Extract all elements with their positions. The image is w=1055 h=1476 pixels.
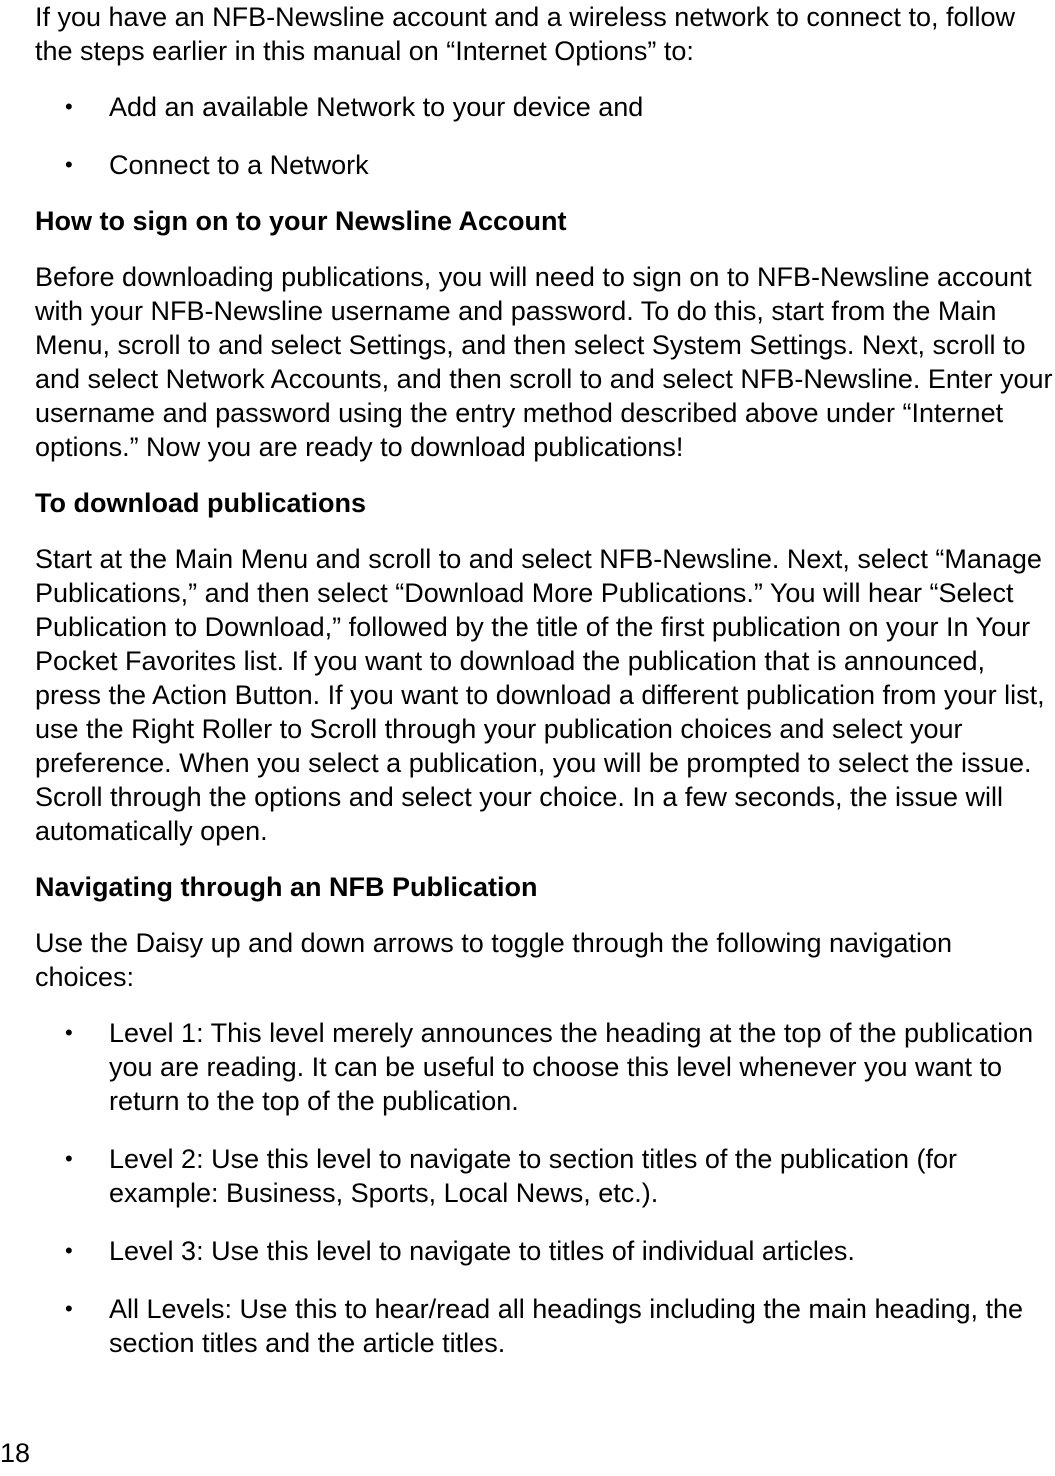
list-item	[35, 1142, 1055, 1210]
bullet-icon: •	[65, 1020, 73, 1045]
list-item	[35, 90, 1055, 124]
navigating-paragraph: Use the Daisy up and down arrows to toggle through the following navigation choices:	[35, 928, 953, 992]
list-item-text: Level 3: Use this level to navigate to titles of individual articles.	[109, 1236, 855, 1266]
intro-bullet-list	[35, 90, 1055, 182]
section-heading-download: To download publications	[35, 488, 366, 518]
signon-paragraph: Before downloading publications, you will need to sign on to NFB-Newsline account with your NFB-Newsline username and password. To do this, start from the Main Menu, scroll to and select Settings, and then select System Settings. Next, scroll to and select Network Accounts, and then scroll to and select NFB-Newsline. Enter your username and password using the entry method described above under “Internet options.” Now you are ready to download publications!	[35, 262, 1053, 462]
list-item-text: Add an available Network to your device and	[109, 92, 644, 122]
list-item	[35, 1234, 1055, 1268]
list-item-text: Level 2: Use this level to navigate to section titles of the publication (for example: Business, Sports, Local News, etc.).	[109, 1144, 957, 1208]
section-heading-signon: How to sign on to your Newsline Account	[35, 206, 567, 236]
list-item	[35, 148, 1055, 182]
intro-paragraph: If you have an NFB-Newsline account and a wireless network to connect to, follow the steps earlier in this manual on “Internet Options” to:	[35, 2, 1015, 66]
document-page	[35, 0, 1055, 1382]
list-item	[35, 1016, 1055, 1118]
bullet-icon: •	[65, 1238, 73, 1263]
list-item-text: Level 1: This level merely announces the heading at the top of the publication you are reading. It can be useful to choose this level whenever you want to return to the top of the publication.	[109, 1018, 1034, 1116]
bullet-icon: •	[65, 1146, 73, 1171]
page-number: 18	[0, 1438, 31, 1468]
bullet-icon: •	[65, 152, 73, 177]
download-paragraph: Start at the Main Menu and scroll to and select NFB-Newsline. Next, select “Manage Publications,” and then select “Download More Publications.” You will hear “Select Publication to Download,” followed by the title of the first publication on your In Your Pocket Favorites list. If you want to download the publication that is announced, press the Action Button. If you want to download a different publication from your list, use the Right Roller to Scroll through your publication choices and select your preference. When you select a publication, you will be prompted to select the issue. Scroll through the options and select your choice. In a few seconds, the issue will automatically open.	[35, 544, 1045, 846]
bullet-icon: •	[65, 1296, 73, 1321]
list-item-text: Connect to a Network	[109, 150, 369, 180]
list-item-text: All Levels: Use this to hear/read all headings including the main heading, the section titles and the article titles.	[109, 1294, 1024, 1358]
bullet-icon: •	[65, 94, 73, 119]
list-item	[35, 1292, 1055, 1360]
section-heading-navigating: Navigating through an NFB Publication	[35, 872, 538, 902]
navigation-levels-list	[35, 1016, 1055, 1360]
